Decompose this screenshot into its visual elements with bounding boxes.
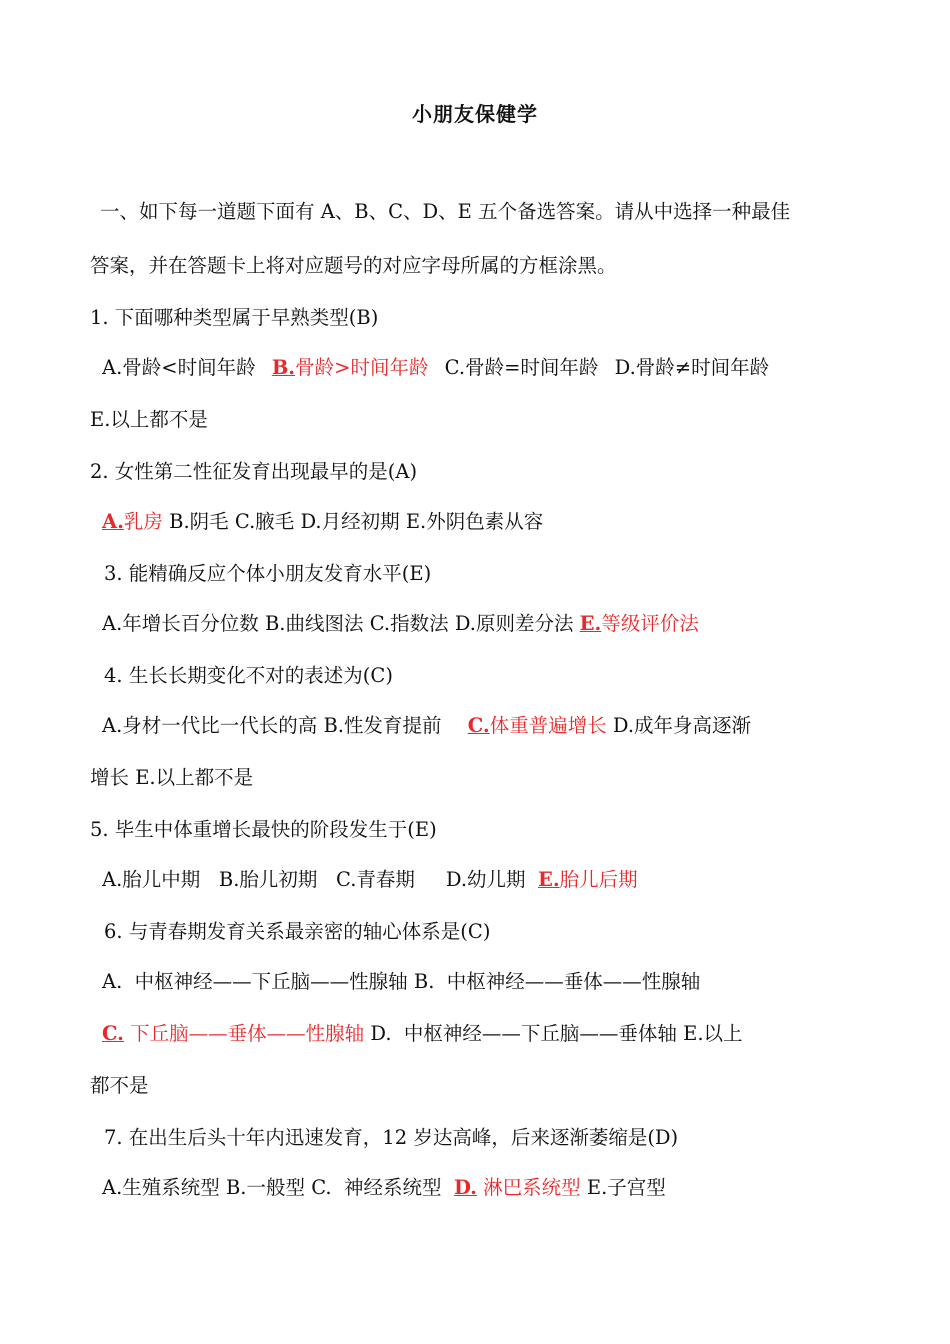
instruction-line-1: 一、如下每一道题下面有 A、B、C、D、E 五个备选答案。请从中选择一种最佳 bbox=[100, 200, 791, 223]
question-7-options bbox=[102, 1174, 870, 1202]
question-7-stem: 7. 在出生后头十年内迅速发育，12 岁达高峰，后来逐渐萎缩是(D) bbox=[104, 1126, 679, 1149]
options-after: D. 中枢神经——下丘脑——垂体轴 E.以上 bbox=[370, 1022, 743, 1045]
correct-option-e: E.胎儿后期 bbox=[537, 868, 638, 891]
option-c: C.骨龄=时间年龄 bbox=[444, 356, 599, 379]
correct-option-b: B.骨龄>时间年龄 bbox=[271, 356, 429, 379]
question-2-options bbox=[102, 508, 870, 536]
question-6-options-line-2 bbox=[102, 1020, 870, 1048]
option-a: A.骨龄<时间年龄 bbox=[102, 356, 256, 379]
correct-option-a: A.乳房 bbox=[102, 510, 163, 533]
question-1-option-e: E.以上都不是 bbox=[90, 408, 208, 431]
question-6-stem: 6. 与青春期发育关系最亲密的轴心体系是(C) bbox=[104, 920, 491, 943]
question-5-options bbox=[102, 866, 870, 894]
option-d: D.骨龄≠时间年龄 bbox=[614, 356, 770, 379]
options-before: A.生殖系统型 B.一般型 C. 神经系统型 bbox=[102, 1176, 442, 1199]
correct-option-c: C. 下丘脑——垂体——性腺轴 bbox=[102, 1022, 365, 1045]
other-options: A.年增长百分位数 B.曲线图法 C.指数法 D.原则差分法 bbox=[102, 612, 574, 635]
question-4-stem: 4. 生长长期变化不对的表述为(C) bbox=[104, 664, 393, 687]
correct-option-c: C.体重普遍增长 bbox=[467, 714, 607, 737]
question-6-continued: 都不是 bbox=[90, 1074, 149, 1097]
other-options: B.阴毛 C.腋毛 D.月经初期 E.外阴色素从容 bbox=[169, 510, 544, 533]
question-4-continued: 增长 E.以上都不是 bbox=[90, 766, 254, 789]
question-4-options bbox=[102, 712, 870, 740]
correct-option-d: D. 淋巴系统型 bbox=[453, 1176, 581, 1199]
document-title: 小朋友保健学 bbox=[412, 102, 538, 126]
question-3-stem: 3. 能精确反应个体小朋友发育水平(E) bbox=[104, 562, 432, 585]
question-5-stem: 5. 毕生中体重增长最快的阶段发生于(E) bbox=[90, 818, 437, 841]
question-3-options bbox=[102, 610, 870, 638]
instruction-line-2: 答案，并在答题卡上将对应题号的对应字母所属的方框涂黑。 bbox=[90, 254, 617, 277]
correct-option-e: E.等级评价法 bbox=[579, 612, 699, 635]
question-1-options bbox=[102, 354, 870, 382]
options-before: A.身材一代比一代长的高 B.性发育提前 bbox=[102, 714, 442, 737]
options-after: D.成年身高逐渐 bbox=[612, 714, 752, 737]
other-options: A.胎儿中期 B.胎儿初期 C.青春期 D.幼儿期 bbox=[102, 868, 526, 891]
options-after: E.子宫型 bbox=[586, 1176, 666, 1199]
question-1-stem: 1. 下面哪种类型属于早熟类型(B) bbox=[90, 306, 379, 329]
question-2-stem: 2. 女性第二性征发育出现最早的是(A) bbox=[90, 460, 418, 483]
question-6-options-line-1: A. 中枢神经——下丘脑——性腺轴 B. 中枢神经——垂体——性腺轴 bbox=[102, 970, 701, 993]
